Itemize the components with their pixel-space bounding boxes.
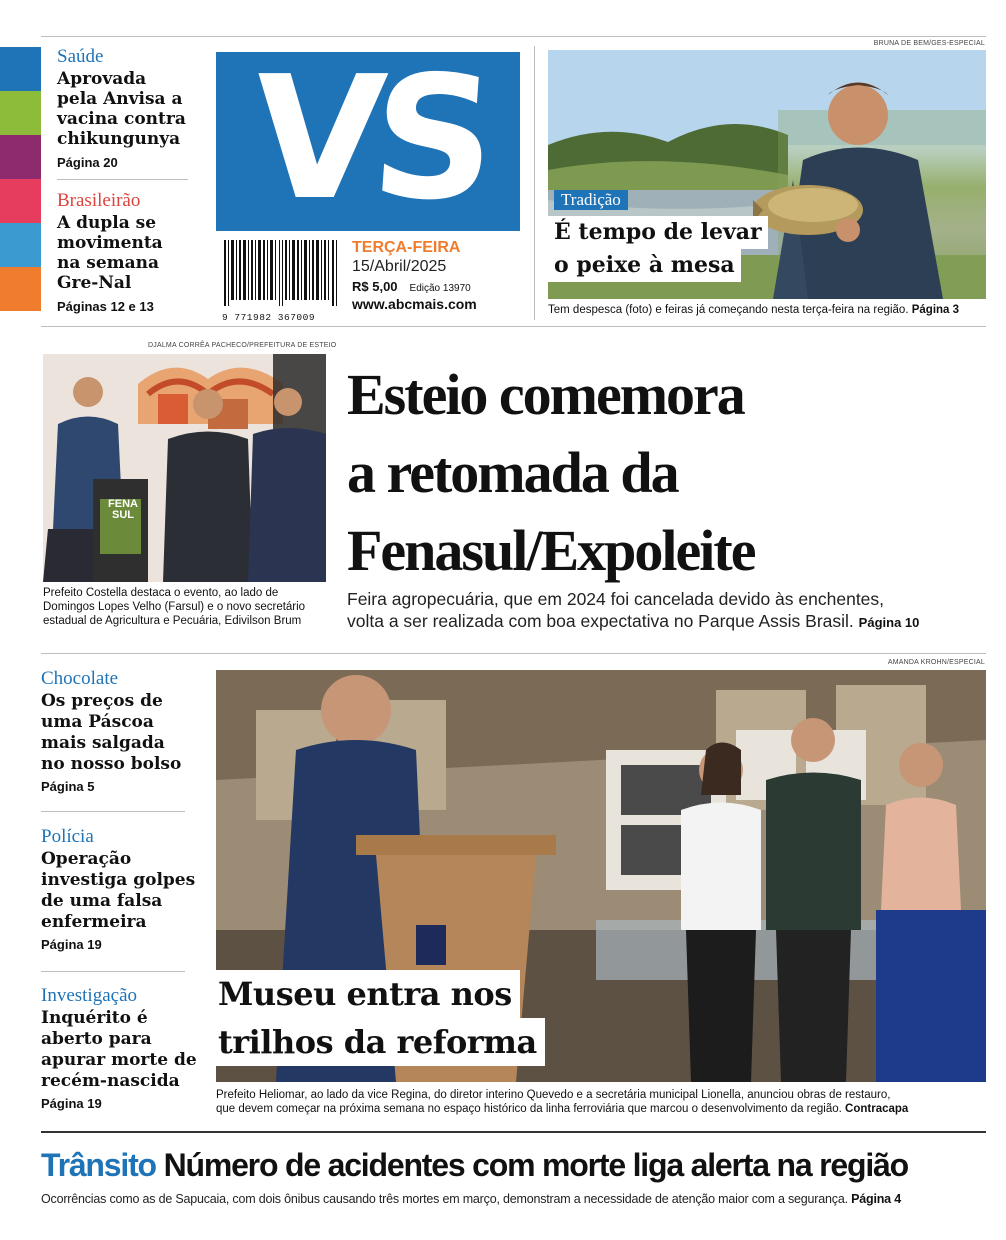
teaser-investigacao[interactable] — [41, 985, 201, 1111]
teaser-kicker: Chocolate — [41, 668, 119, 689]
photo-kicker: Tradição — [554, 190, 628, 210]
color-bar-blue — [0, 47, 41, 91]
vertical-divider — [534, 46, 535, 320]
price: R$ 5,00 — [352, 279, 398, 294]
divider — [41, 811, 185, 812]
teaser-kicker: Polícia — [41, 826, 94, 847]
teaser-headline: Inquérito é aberto para apurar morte de recém-nascida — [41, 1008, 197, 1091]
museum-photo-credit: AMANDA KROHN/ESPECIAL — [887, 659, 985, 666]
color-bar-pink — [0, 179, 41, 223]
teaser-kicker: Investigação — [41, 985, 138, 1006]
top-rule — [41, 36, 986, 37]
footer-deck: Ocorrências como as de Sapucaia, com dois ônibus causando três mortes em março, demonstram a necessidade de atenção maior com a segurança. Página 4 — [41, 1192, 901, 1206]
teaser-kicker: Brasileirão — [57, 190, 141, 211]
color-bar-green — [0, 91, 41, 135]
fenasul-photo — [43, 354, 326, 582]
footer-rule — [41, 1131, 986, 1133]
teaser-kicker: Saúde — [57, 46, 104, 67]
teaser-page: Página 5 — [41, 779, 95, 794]
fenasul-event-illustration-icon — [43, 354, 326, 582]
museum-caption: Prefeito Heliomar, ao lado da vice Regina, do diretor interino Quevedo e a secretária municipal Lionella, anunciou obras de restauro, que devem começar na próxima semana no espaço histórico da linha ferroviária que marcou o desenvolvimento da região. Contracapa — [216, 1089, 909, 1115]
teaser-page: Página 19 — [41, 937, 102, 952]
teaser-page: Páginas 12 e 13 — [57, 299, 154, 314]
logo-text: VS — [246, 39, 490, 238]
museum-photo — [216, 670, 986, 1082]
teaser-page: Página 20 — [57, 155, 118, 170]
teaser-headline: Aprovada pela Anvisa a vacina contra chikungunya — [57, 69, 186, 149]
edition: Edição 13970 — [409, 283, 471, 294]
footer-kicker: Trânsito — [41, 1147, 156, 1183]
color-bar-purple — [0, 135, 41, 179]
podium-logo: FENA SUL — [108, 498, 138, 521]
footer-headline: Número de acidentes com morte liga alerta na região — [163, 1147, 908, 1183]
barcode-number: 9 771982 367009 — [222, 312, 316, 323]
footer-headline-row[interactable] — [41, 1143, 991, 1187]
masthead-logo[interactable] — [216, 39, 520, 238]
section-rule — [41, 326, 986, 327]
weekday: TERÇA-FEIRA — [352, 239, 461, 256]
date: 15/Abril/2025 — [352, 258, 447, 275]
teaser-headline: A dupla se movimenta na semana Gre-Nal — [57, 213, 163, 293]
barcode-bars-icon — [222, 240, 340, 306]
lead-page: Página 10 — [858, 615, 920, 630]
price-row — [352, 279, 522, 294]
lead-photo-caption: Prefeito Costella destaca o evento, ao lado de Domingos Lopes Velho (Farsul) e o novo secretário estadual de Agricultura e Pecuária, Edivilson Brum — [43, 587, 306, 627]
teaser-policia[interactable] — [41, 826, 196, 952]
divider — [41, 971, 185, 972]
teaser-brasileirao[interactable] — [57, 190, 192, 314]
lead-photo-credit: DJALMA CORRÊA PACHECO/PREFEITURA DE ESTEIO — [148, 342, 337, 349]
museum-page: Contracapa — [845, 1103, 909, 1115]
photo-headline[interactable]: É tempo de levar o peixe à mesa — [548, 216, 768, 282]
color-bar-lightblue — [0, 223, 41, 267]
teaser-page: Página 19 — [41, 1096, 102, 1111]
teaser-chocolate[interactable] — [41, 668, 196, 794]
teaser-headline: Operação investiga golpes de uma falsa enfermeira — [41, 849, 196, 932]
teaser-saude[interactable] — [57, 46, 192, 170]
caption-page: Página 3 — [911, 304, 960, 316]
footer-page: Página 4 — [851, 1192, 901, 1206]
color-bar-orange — [0, 267, 41, 311]
photo-credit: BRUNA DE BEM/GES-ESPECIAL — [873, 40, 985, 47]
barcode — [222, 240, 340, 323]
fishing-photo — [548, 50, 986, 299]
museum-headline[interactable]: Museu entra nos trilhos da reforma — [216, 970, 545, 1066]
photo-caption: Tem despesca (foto) e feiras já começando nesta terça-feira na região. Página 3 — [548, 304, 960, 316]
teaser-headline: Os preços de uma Páscoa mais salgada no nosso bolso — [41, 691, 182, 774]
lead-deck: Feira agropecuária, que em 2024 foi cancelada devido às enchentes, volta a ser realizada com boa expectativa no Parque Assis Brasil. Página 10 — [347, 589, 920, 631]
lead-headline[interactable]: Esteio comemora a retomada da Fenasul/Expoleite — [347, 362, 755, 583]
divider — [57, 179, 188, 180]
section-rule — [41, 653, 986, 654]
website[interactable]: www.abcmais.com — [352, 296, 477, 312]
edition-info — [352, 238, 522, 312]
